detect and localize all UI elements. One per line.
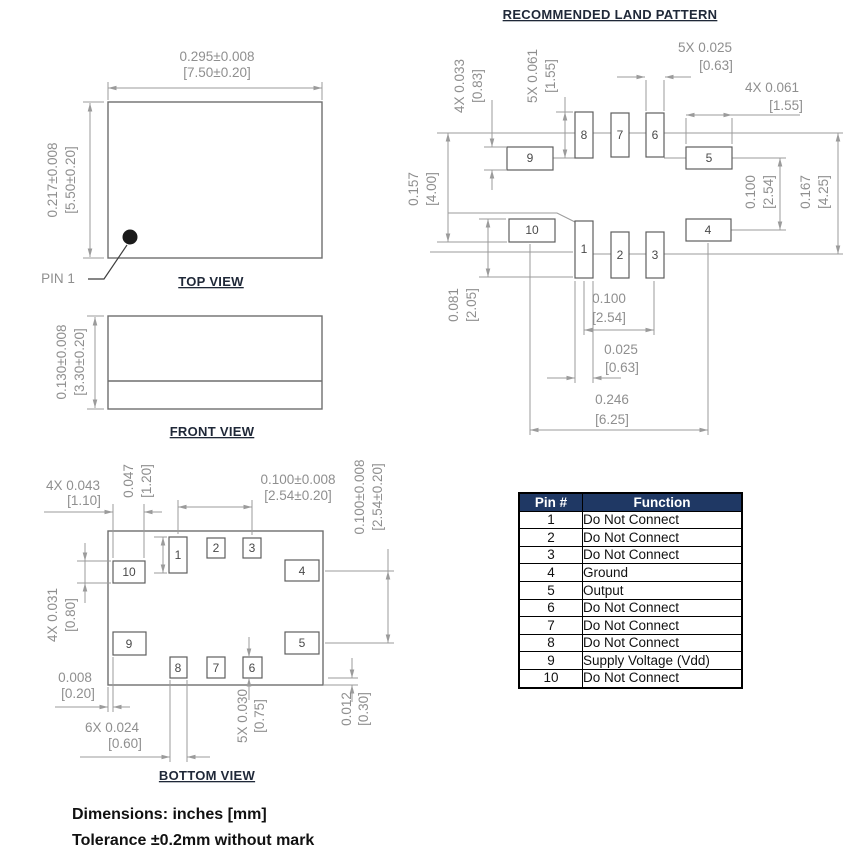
lp-bottom-pad-width-inches: 0.025 [604, 342, 638, 357]
top-width-inches: 0.295±0.008 [179, 49, 255, 64]
pin-table-row-4 [519, 564, 742, 582]
lp-overall-height-mm: [4.25] [816, 175, 831, 209]
pin-table-row-7 [519, 617, 742, 635]
lp-pad1-length-mm: [2.05] [464, 288, 479, 322]
land-pad-1-number: 1 [580, 242, 588, 256]
lp-pad1-length-inches: 0.081 [446, 288, 461, 322]
bv-pad1-length-mm: [1.20] [139, 464, 154, 498]
pin-number-cell: 2 [519, 529, 583, 547]
pin-table-header-row [519, 493, 742, 511]
tolerance-note: Tolerance ±0.2mm without mark [72, 832, 315, 849]
land-pattern-centerlines [430, 133, 843, 254]
bv-edge-to-pad-mm: [0.20] [61, 686, 95, 701]
bottom-pad-2-number: 2 [212, 541, 220, 555]
bottom-pad-10-number: 10 [122, 565, 136, 579]
pin-table-header-function: Function [583, 493, 743, 511]
lp-overall-height-inches: 0.167 [798, 175, 813, 209]
lp-overall-width-inches: 0.246 [595, 392, 629, 407]
pin-number-cell: 7 [519, 617, 583, 635]
bottom-pad-3-number: 3 [248, 541, 256, 555]
pin-function-cell: Do Not Connect [583, 634, 743, 652]
pin1-label: PIN 1 [41, 271, 75, 286]
pin-table-row-10 [519, 669, 742, 687]
lp-side-pad-length-inches: 4X 0.061 [744, 80, 800, 95]
front-height-inches: 0.130±0.008 [54, 324, 69, 400]
bv-bottom-pad-length-mm: [0.75] [252, 699, 267, 733]
units-note: Dimensions: inches [mm] [72, 806, 267, 823]
bv-top-pitch-mm: [2.54±0.20] [264, 488, 332, 503]
bottom-view [44, 460, 394, 783]
bv-side-pitch-mm: [2.54±0.20] [370, 463, 385, 531]
bottom-view-label: BOTTOM VIEW [158, 768, 256, 783]
bv-bottom-pad-length-inches: 5X 0.030 [235, 688, 250, 744]
pin-number-cell: 9 [519, 652, 583, 670]
bv-edge-to-pad-inches: 0.008 [58, 670, 92, 685]
pin-function-cell: Do Not Connect [583, 546, 743, 564]
bv-side-pitch-inches: 0.100±0.008 [352, 459, 367, 535]
lp-right-pitch-mm: [2.54] [761, 175, 776, 209]
pin-function-cell: Do Not Connect [583, 529, 743, 547]
pin-number-cell: 10 [519, 669, 583, 687]
bv-pad-width-inches: 6X 0.024 [84, 720, 140, 735]
bottom-pad-1-number: 1 [174, 548, 182, 562]
land-pad-4-number: 4 [704, 223, 712, 237]
land-pattern-pads [507, 112, 732, 278]
pin-number-cell: 5 [519, 581, 583, 599]
pin-function-cell: Do Not Connect [583, 511, 743, 529]
pin-number-cell: 6 [519, 599, 583, 617]
front-height-mm: [3.30±0.20] [72, 328, 87, 396]
pin-function-cell: Output [583, 581, 743, 599]
bv-pad-width-mm: [0.60] [108, 736, 142, 751]
front-view-label: FRONT VIEW [169, 424, 255, 439]
lp-overall-width-mm: [6.25] [595, 412, 629, 427]
land-pad-7-number: 7 [616, 128, 624, 142]
pin-table-row-6 [519, 599, 742, 617]
pin-table-row-5 [519, 581, 742, 599]
pin-number-cell: 4 [519, 564, 583, 582]
bv-side-pad-width-mm: [0.80] [63, 598, 78, 632]
lp-top-pad-length-mm: [1.55] [543, 59, 558, 93]
bottom-pad-4-number: 4 [298, 564, 306, 578]
pin-function-cell: Supply Voltage (Vdd) [583, 652, 743, 670]
pin-function-cell: Do Not Connect [583, 599, 743, 617]
lp-bottom-pitch-inches: 0.100 [592, 291, 626, 306]
top-view-package-outline [108, 102, 322, 258]
pin-table-header-pin: Pin # [519, 493, 583, 511]
top-view [41, 49, 322, 289]
lp-row-spacing-mm: [4.00] [424, 172, 439, 206]
bv-corner-pad-width-inches: 4X 0.043 [45, 478, 101, 493]
pin-function-cell: Do Not Connect [583, 617, 743, 635]
bv-corner-pad-width-mm: [1.10] [67, 493, 101, 508]
land-pattern-title: RECOMMENDED LAND PATTERN [502, 7, 718, 22]
top-width-mm: [7.50±0.20] [183, 65, 251, 80]
lp-right-pitch-inches: 0.100 [743, 175, 758, 209]
lp-side-pad-length-mm: [1.55] [769, 98, 803, 113]
land-pad-9-number: 9 [526, 151, 534, 165]
top-view-label: TOP VIEW [178, 274, 244, 289]
bv-pad-to-edge-mm: [0.30] [356, 692, 371, 726]
pin-table-row-1 [519, 511, 742, 529]
pin-number-cell: 1 [519, 511, 583, 529]
pin-table-row-8 [519, 634, 742, 652]
bottom-pad-5-number: 5 [298, 636, 306, 650]
bottom-pad-6-number: 6 [248, 661, 256, 675]
top-height-inches: 0.217±0.008 [45, 142, 60, 218]
pin-table-row-9 [519, 652, 742, 670]
land-pad-10-number: 10 [525, 223, 539, 237]
land-pad-8-number: 8 [580, 128, 588, 142]
pin-number-cell: 8 [519, 634, 583, 652]
pin-function-cell: Do Not Connect [583, 669, 743, 687]
bv-top-pitch-inches: 0.100±0.008 [260, 472, 336, 487]
pin-function-table [518, 492, 743, 689]
lp-bottom-pad-width-mm: [0.63] [605, 360, 639, 375]
front-view [54, 316, 322, 439]
front-view-package-outline [108, 316, 322, 409]
pin-number-cell: 3 [519, 546, 583, 564]
lp-top-pad-width-inches: 5X 0.025 [677, 40, 733, 55]
lp-bottom-pitch-mm: [2.54] [592, 310, 626, 325]
lp-row-spacing-inches: 0.157 [406, 172, 421, 206]
top-height-mm: [5.50±0.20] [63, 146, 78, 214]
bottom-pad-7-number: 7 [212, 661, 220, 675]
lp-side-pad-width-mm: [0.83] [470, 69, 485, 103]
land-pattern-dimension-lines [437, 77, 838, 435]
lp-side-pad-width-inches: 4X 0.033 [452, 58, 467, 114]
pin1-marker-dot [123, 230, 138, 245]
land-pad-6-number: 6 [651, 128, 659, 142]
bottom-pad-8-number: 8 [174, 661, 182, 675]
land-pad-5-number: 5 [705, 151, 713, 165]
lp-top-pad-width-mm: [0.63] [699, 58, 733, 73]
bv-pad-to-edge-inches: 0.012 [339, 692, 354, 726]
bv-pad1-length-inches: 0.047 [121, 464, 136, 498]
pin-table-row-2 [519, 529, 742, 547]
bottom-pad-9-number: 9 [125, 637, 133, 651]
land-pad-2-number: 2 [616, 248, 624, 262]
pin-function-cell: Ground [583, 564, 743, 582]
bv-side-pad-width-inches: 4X 0.031 [45, 587, 60, 643]
front-view-dimension-lines [87, 316, 104, 409]
land-pattern [406, 7, 843, 435]
lp-top-pad-length-inches: 5X 0.061 [525, 48, 540, 104]
pin-table-row-3 [519, 546, 742, 564]
land-pad-3-number: 3 [651, 248, 659, 262]
